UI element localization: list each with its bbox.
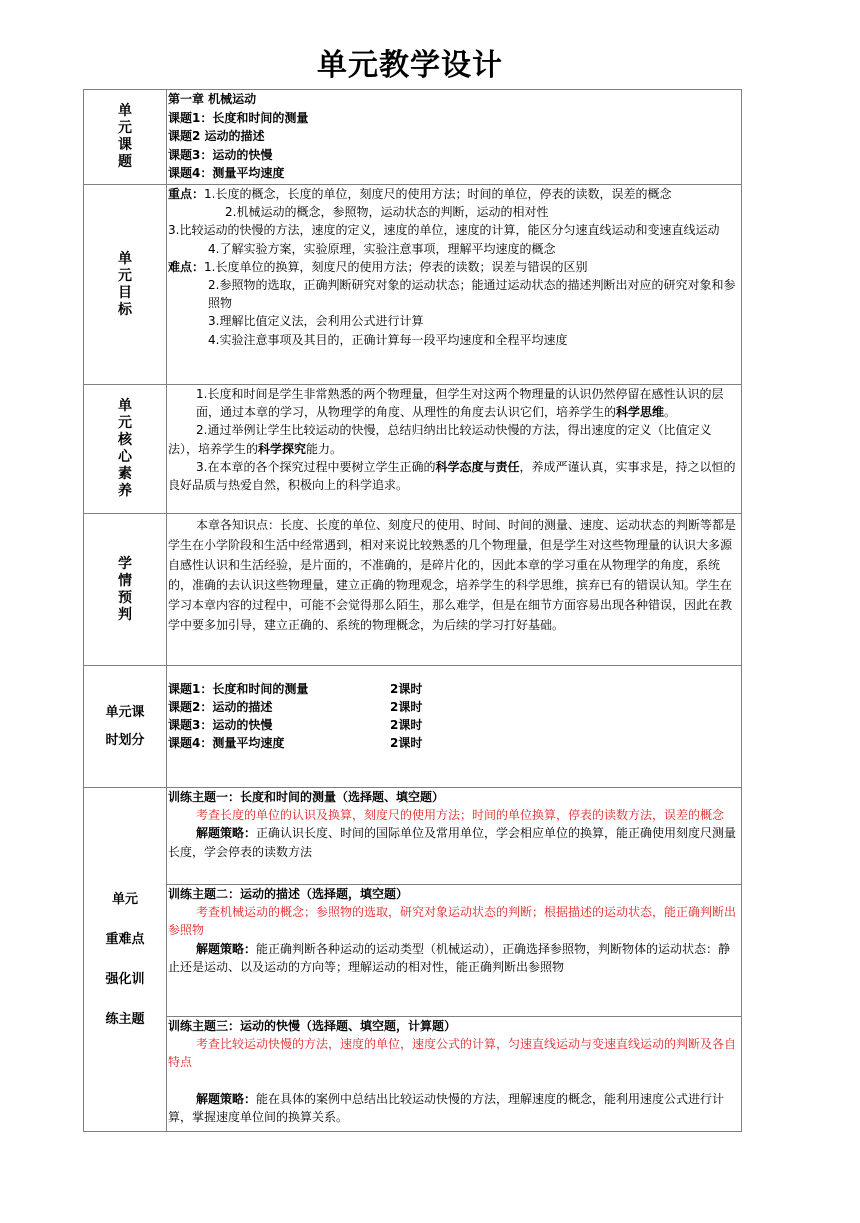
key-point-1: 重点：1.长度的概念，长度的单位，刻度尺的使用方法；时间的单位，停表的读数，误差的概念 — [168, 187, 672, 201]
learning-situation-content — [167, 514, 742, 666]
key-point-4: 4.了解实验方案，实验原理，实验注意事项，理解平均速度的概念 — [208, 241, 556, 256]
schedule-item: 课题3：运动的快慢 2课时 — [168, 718, 423, 732]
difficulty-4: 4.实验注意事项及其目的，正确计算每一段平均速度和全程平均速度 — [208, 332, 568, 347]
literacy-paragraph-1: 1.长度和时间是学生非常熟悉的两个物理量，但学生对这两个物理量的认识仍然停留在感性认识的层面，通过本章的学习，从物理学的角度、从理性的角度去认识它们，培养学生的科学思维。 — [196, 387, 724, 420]
schedule-content — [167, 666, 742, 788]
schedule-item: 课题4：测量平均速度 2课时 — [168, 736, 423, 750]
lesson-4: 课题4：测量平均速度 — [168, 166, 285, 180]
unit-design-table — [83, 89, 742, 1132]
training-content — [167, 788, 742, 1132]
label-learning-situation: 学情预判 — [84, 514, 167, 666]
schedule-item: 课题2：运动的描述 2课时 — [168, 700, 423, 714]
row-unit-goals — [84, 185, 742, 385]
literacy-paragraph-2: 2.通过举例让学生比较运动的快慢，总结归纳出比较运动快慢的方法，得出速度的定义（比值定义法），培养学生的科学探究能力。 — [168, 423, 712, 456]
lesson-2: 课题2 运动的描述 — [168, 129, 265, 143]
key-point-2: 2.机械运动的概念，参照物，运动状态的判断，运动的相对性 — [225, 205, 549, 220]
training-topic-2: 训练主题二：运动的描述（选择题，填空题） 考查机械运动的概念；参照物的选取，研究对象运动状态的判断；根据描述的运动状态，能正确判断出参照物 解题策略：能正确判断各种运动的运动类型（机械运动），正确选择参照物，判断物体的运动状态：静止还是运动、以及运动的方向等；理解运动的相对性，能正确判断出参照物 — [167, 885, 741, 1017]
document-title: 单元教学设计 — [317, 48, 503, 83]
label-unit-topic: 单元课题 — [84, 90, 167, 185]
unit-goals-content — [167, 185, 742, 385]
difficulty-3: 3.理解比值定义法，会利用公式进行计算 — [208, 314, 424, 329]
training-topic-1: 训练主题一：长度和时间的测量（选择题、填空题） 考查长度的单位的认识及换算，刻度尺的使用方法；时间的单位换算，停表的读数方法，误差的概念 解题策略：正确认识长度、时间的国际单位及常用单位，学会相应单位的换算，能正确使用刻度尺测量长度，学会停表的读数方法 — [167, 788, 741, 885]
row-unit-topic — [84, 90, 742, 185]
row-schedule — [84, 666, 742, 788]
row-learning-situation — [84, 514, 742, 666]
row-core-literacy — [84, 385, 742, 514]
learning-situation-text: 本章各知识点：长度、长度的单位、刻度尺的使用、时间、时间的测量、速度、运动状态的判断等都是学生在小学阶段和生活中经常遇到，相对来说比较熟悉的几个物理量，但是学生对这些物理量的认识大多源自感性认识和生活经验，是片面的，不准确的，是碎片化的，因此本章的学习重在从物理学的角度，系统的，准确的去认识这些物理量，建立正确的物理观念，培养学生的科学思维，摈弃已有的错误认知。学生在学习本章内容的过程中，可能不会觉得那么陌生，那么难学，但是在细节方面容易出现各种错误，因此在教学中要多加引导，建立正确的、系统的物理概念，为后续的学习打好基础。 — [168, 518, 737, 632]
chapter-title: 第一章 机械运动 — [168, 92, 257, 106]
lesson-3: 课题3：运动的快慢 — [168, 147, 273, 162]
label-schedule: 单元课 时划分 — [84, 666, 167, 788]
difficulty-2: 2.参照物的选取，正确判断研究对象的运动状态；能通过运动状态的描述判断出对应的研究对象和参照物 — [208, 278, 736, 311]
training-topic-3: 训练主题三：运动的快慢（选择题、填空题，计算题） 考查比较运动快慢的方法，速度的单位，速度公式的计算，匀速直线运动与变速直线运动的判断及各自特点 解题策略：能在具体的案例中总结出比较运动快慢的方法，理解速度的概念，能利用速度公式进行计算，掌握速度单位间的换算关系。 — [168, 1019, 737, 1124]
label-training: 单元 重难点 强化训 练主题 — [84, 788, 167, 1132]
core-literacy-content — [167, 385, 742, 514]
schedule-item: 课题1：长度和时间的测量 2课时 — [168, 682, 423, 696]
label-core-literacy: 单元核心素养 — [84, 385, 167, 514]
lesson-1: 课题1：长度和时间的测量 — [168, 110, 309, 125]
unit-topic-content — [167, 90, 742, 185]
literacy-paragraph-3: 3.在本章的各个探究过程中要树立学生正确的科学态度与责任，养成严谨认真，实事求是，持之以恒的良好品质与热爱自然，积极向上的科学追求。 — [168, 459, 736, 493]
difficulty-1: 难点：1.长度单位的换算，刻度尺的使用方法；停表的读数；误差与错误的区别 — [168, 259, 588, 274]
label-unit-goals: 单元目标 — [84, 185, 167, 385]
key-point-3: 3.比较运动的快慢的方法，速度的定义，速度的单位，速度的计算，能区分匀速直线运动和变速直线运动 — [168, 223, 720, 238]
row-training — [84, 788, 742, 1132]
